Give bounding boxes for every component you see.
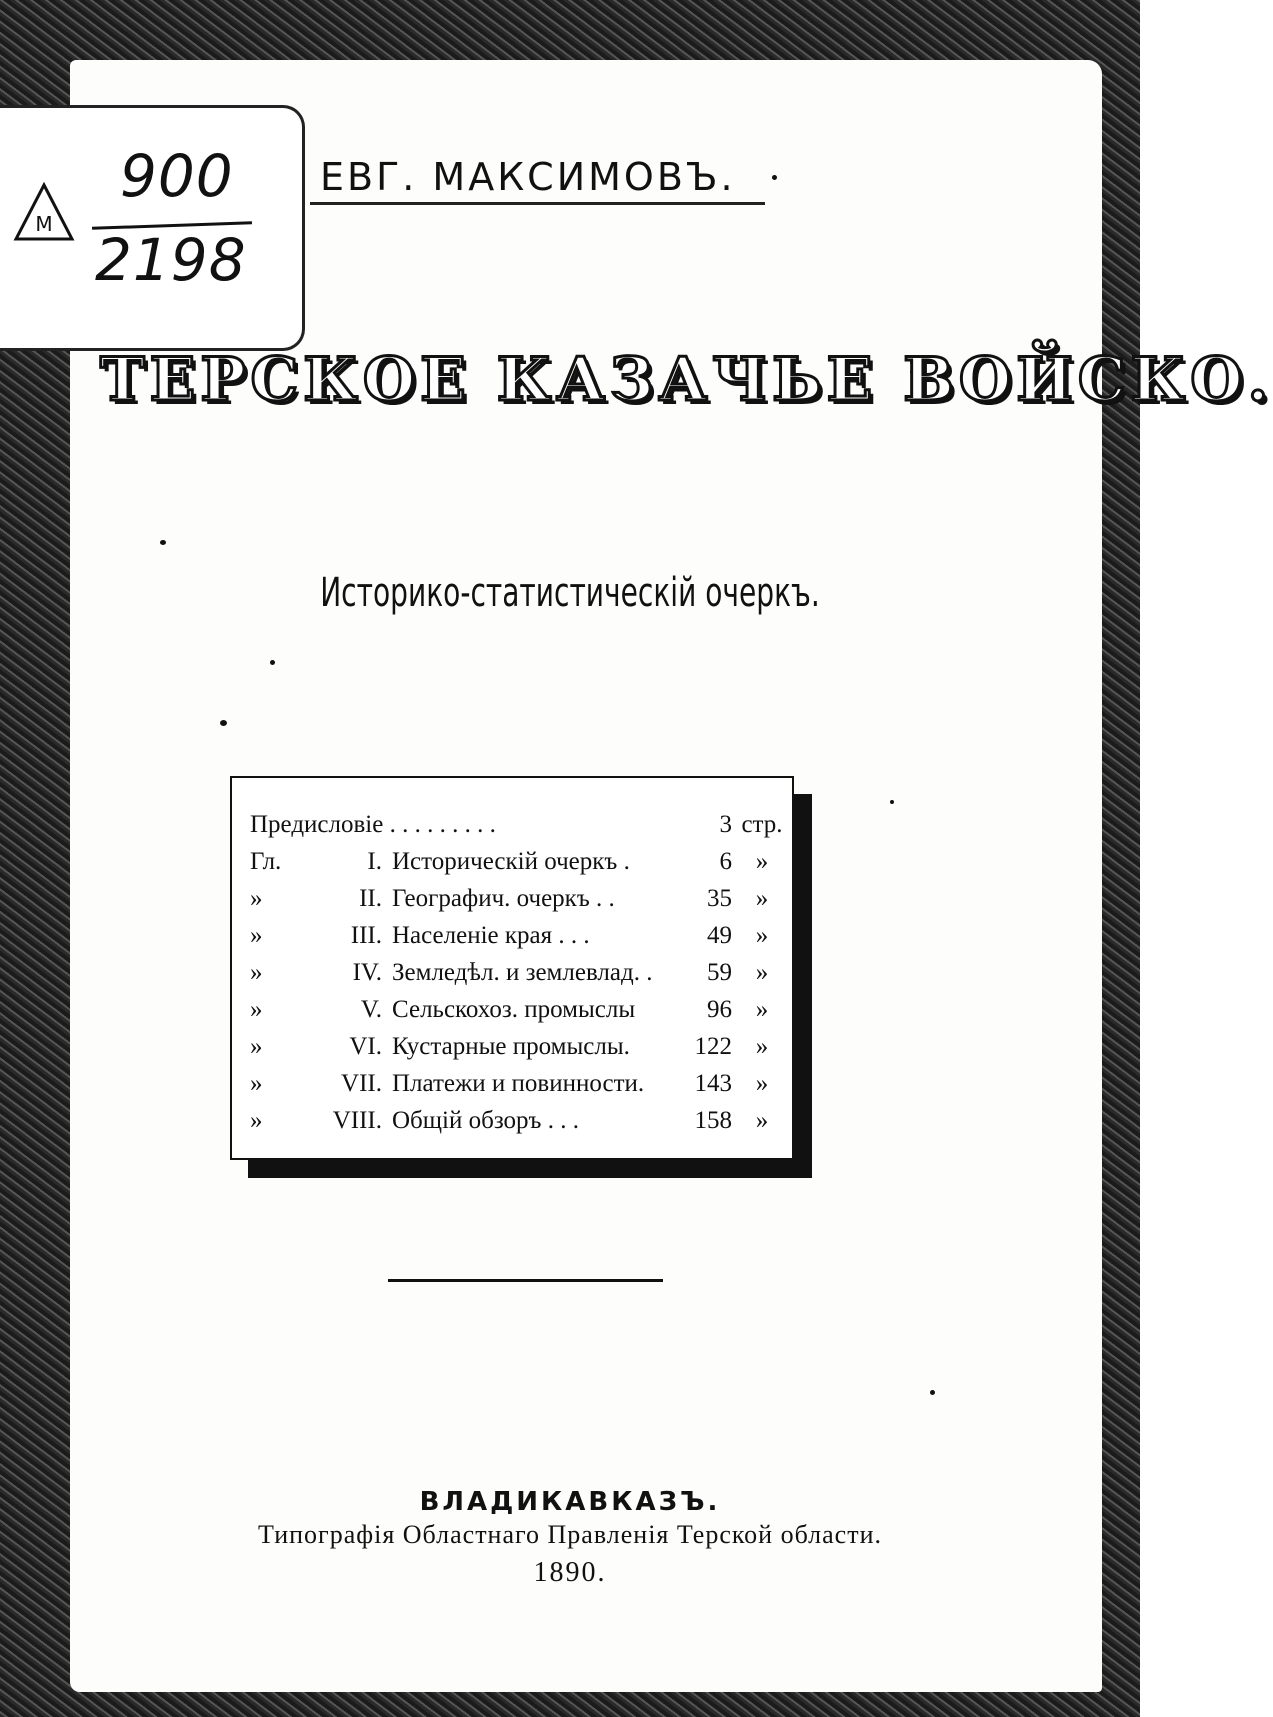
ink-speck (220, 720, 227, 726)
toc-unit: стр. (741, 811, 783, 838)
toc-page: 35 (707, 885, 732, 912)
toc-chapter-number: VII. (341, 1070, 382, 1097)
shelf-mark-triangle-icon (14, 183, 74, 241)
toc-unit: » (755, 1070, 769, 1097)
toc-chapter-number: I. (367, 848, 382, 875)
ink-speck (772, 175, 777, 180)
toc-row (232, 1102, 792, 1139)
toc-title: Кустарные промыслы. (392, 1033, 630, 1060)
ink-speck (160, 540, 166, 545)
toc-title: Географич. очеркъ . . (392, 885, 615, 912)
toc-row (232, 991, 792, 1028)
toc-unit: » (755, 848, 769, 875)
toc-row (232, 1028, 792, 1065)
section-divider (388, 1279, 663, 1282)
toc-unit: » (755, 1107, 769, 1134)
toc-list (232, 806, 792, 1139)
imprint-city: ВЛАДИКАВКАЗЪ. (419, 1487, 721, 1517)
toc-prefix: Гл. (250, 848, 282, 875)
toc-title: Предисловіе . . . . . . . . . (250, 811, 496, 838)
toc-page: 143 (694, 1070, 732, 1097)
toc-unit: » (755, 959, 769, 986)
toc-page: 6 (719, 848, 732, 875)
book-title: ТЕРСКОЕ КАЗАЧЬЕ ВОЙСКО. (100, 345, 1273, 415)
toc-page: 49 (707, 922, 732, 949)
book-subtitle: Историко-статистическій очеркъ. (320, 570, 820, 616)
toc-page: 96 (707, 996, 732, 1023)
ink-speck (930, 1390, 935, 1395)
toc-row (232, 880, 792, 917)
toc-chapter-number: III. (350, 922, 382, 949)
toc-unit: » (755, 996, 769, 1023)
toc-row (232, 954, 792, 991)
toc-prefix: » (250, 1107, 263, 1134)
toc-title: Общій обзоръ . . . (392, 1107, 579, 1134)
ink-speck (890, 800, 894, 804)
toc-chapter-number: IV. (352, 959, 382, 986)
toc-title: Земледѣл. и землевлад. . (392, 959, 653, 986)
toc-chapter-number: II. (359, 885, 382, 912)
toc-title: Сельскохоз. промыслы (392, 996, 636, 1023)
toc-page: 59 (707, 959, 732, 986)
toc-page: 158 (694, 1107, 732, 1134)
toc-title: Платежи и повинности. (392, 1070, 645, 1097)
toc-unit: » (755, 1033, 769, 1060)
shelf-mark-top: 900 (120, 142, 234, 210)
toc-unit: » (755, 885, 769, 912)
toc-page: 122 (694, 1033, 732, 1060)
shelf-mark-bottom: 2198 (95, 226, 247, 294)
toc-row (232, 917, 792, 954)
toc-chapter-number: VI. (349, 1033, 382, 1060)
table-of-contents (230, 776, 794, 1160)
toc-unit: » (755, 922, 769, 949)
toc-chapter-number: VIII. (332, 1107, 382, 1134)
toc-prefix: » (250, 1070, 263, 1097)
imprint-year: 1890. (533, 1557, 607, 1588)
author-underline (310, 202, 765, 205)
shelf-mark-letter: М (35, 212, 53, 236)
toc-title: Населеніе края . . . (392, 922, 590, 949)
toc-prefix: » (250, 959, 263, 986)
toc-chapter-number: V. (360, 996, 382, 1023)
imprint-printer: Типографія Областнаго Правленія Терской области. (257, 1520, 882, 1549)
toc-row (232, 843, 792, 880)
toc-prefix: » (250, 922, 263, 949)
toc-prefix: » (250, 1033, 263, 1060)
toc-row (232, 806, 792, 843)
toc-title: Историческій очеркъ . (392, 848, 630, 875)
ink-speck (270, 660, 275, 665)
toc-row (232, 1065, 792, 1102)
author-name: ЕВГ. МАКСИМОВЪ. (320, 155, 736, 199)
toc-prefix: » (250, 996, 263, 1023)
library-shelf-label (0, 105, 305, 351)
toc-prefix: » (250, 885, 263, 912)
toc-page: 3 (719, 811, 732, 838)
